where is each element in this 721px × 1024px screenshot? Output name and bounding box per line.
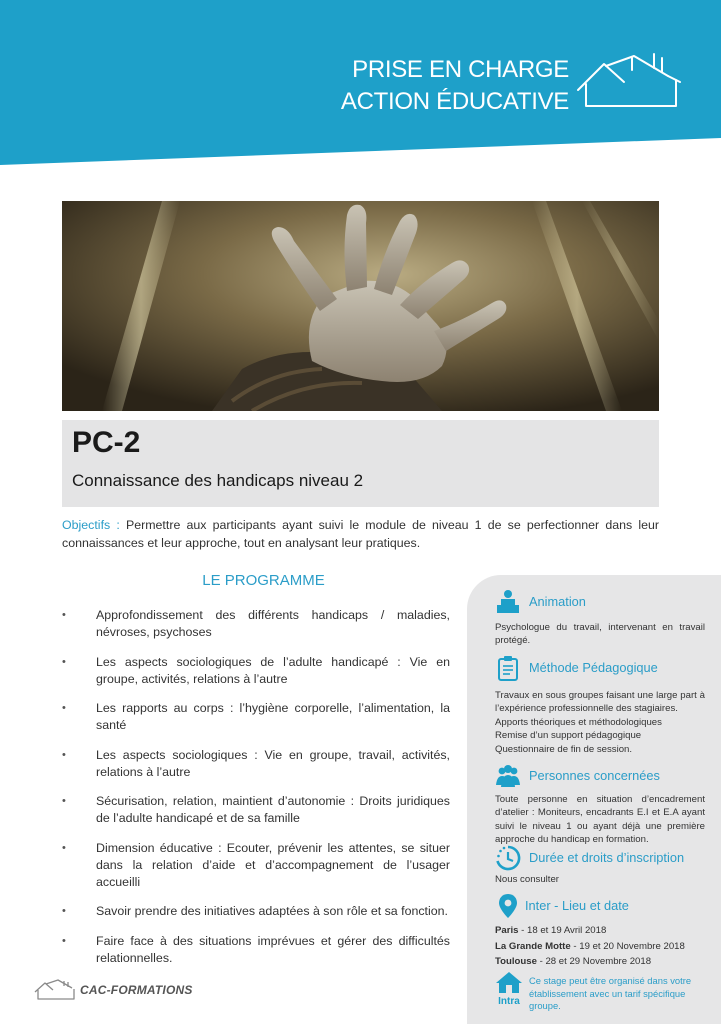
inter-city: Paris [495,925,519,936]
footer-brand: CAC-FORMATIONS [80,983,193,997]
animation-title: Animation [529,594,586,609]
clipboard-icon [495,655,521,681]
header-line-2: ACTION ÉDUCATIVE [340,88,569,115]
header-line-1: PRISE EN CHARGE [352,56,569,83]
footer-house-logo-icon [34,979,78,1001]
info-panel [467,575,721,1024]
program-item: • Les rapports au corps : l’hygiène corporelle, l’alimentation, la santé [62,700,450,734]
presenter-icon [495,589,521,615]
house-logo-icon [576,52,686,112]
intra-label: Intra [498,996,520,1005]
header-title [341,54,569,118]
clock-icon [495,845,521,871]
inter-date-value: - 19 et 20 Novembre 2018 [570,940,685,952]
intra-text: Ce stage peut être organisé dans votre établissement avec un tarif spécifique groupe. [529,975,692,1011]
intra-house-icon [494,971,524,1005]
program-list [62,607,450,979]
program-item: • Faire face à des situations imprévues et gérer des difficultés relationnelles. [62,933,450,967]
program-item: • Sécurisation, relation, maintient d’autonomie : Droits juridiques de l’adulte handicapé et de sa famille [62,793,450,827]
duree-text: Nous consulter [495,874,559,885]
methode-line: Questionnaire de fin de session. [495,743,633,755]
methode-line: Apports théoriques et méthodologiques [495,716,662,728]
program-item: • Approfondissement des différents handicaps / maladies, névroses, psychoses [62,607,450,641]
hero-image [62,201,659,411]
program-item: • Les aspects sociologiques : Vie en groupe, travail, activités, relations à l’autre [62,747,450,781]
personnes-section [495,763,705,847]
people-icon [495,763,521,789]
methode-title: Méthode Pédagogique [529,660,658,675]
duree-section [495,845,705,886]
inter-date-value: - 18 et 19 Avril 2018 [518,925,607,936]
personnes-title: Personnes concernées [529,768,660,783]
course-code: PC-2 [72,426,141,459]
methode-line: Remise d’un support pédagogique [495,730,642,742]
methode-section [495,655,705,756]
inter-city: Toulouse [495,956,537,967]
program-item: • Savoir prendre des initiatives adaptées à son rôle et sa fonction. [62,903,450,920]
course-name: Connaissance des handicaps niveau 2 [72,471,364,490]
location-pin-icon [495,893,521,919]
inter-city: La Grande Motte [495,940,571,952]
program-item: • Dimension éducative : Ecouter, prévenir les attentes, se situer dans la relation d’aide et d’accompagnement de l’usager accueilli [62,840,450,891]
inter-date-value: - 28 et 29 Novembre 2018 [536,956,652,967]
inter-date [495,939,705,955]
program-title: LE PROGRAMME [202,572,325,589]
personnes-text: Toute personne en situation d’encadrement d’atelier : Moniteurs, encadrants E.I et E.A ayant suivi le niveau 1 ou ayant déjà une première approche du handicap en formation. [495,794,705,846]
animation-text: Psychologue du travail, intervenant en travail protégé. [495,622,705,647]
methode-line: Travaux en sous groupes faisant une large part à l’expérience professionnelle des stagiaires. [495,690,705,715]
objectives-paragraph [62,516,659,552]
objectives-text: Permettre aux participants ayant suivi le module de niveau 1 de se perfectionner dans leur connaissances et leur approche, tout en analysant leur pratiques. [62,518,659,550]
inter-date [495,954,705,970]
duree-title: Durée et droits d’inscription [529,850,685,865]
inter-section [495,893,705,970]
inter-title: Inter - Lieu et date [525,898,629,913]
inter-date [495,923,705,939]
objectives-label: Objectifs : [62,518,120,532]
course-title-box [62,420,659,507]
animation-section [495,589,705,648]
program-item: • Les aspects sociologiques de l’adulte handicapé : Vie en groupe, activités, relations à l’autre [62,654,450,688]
